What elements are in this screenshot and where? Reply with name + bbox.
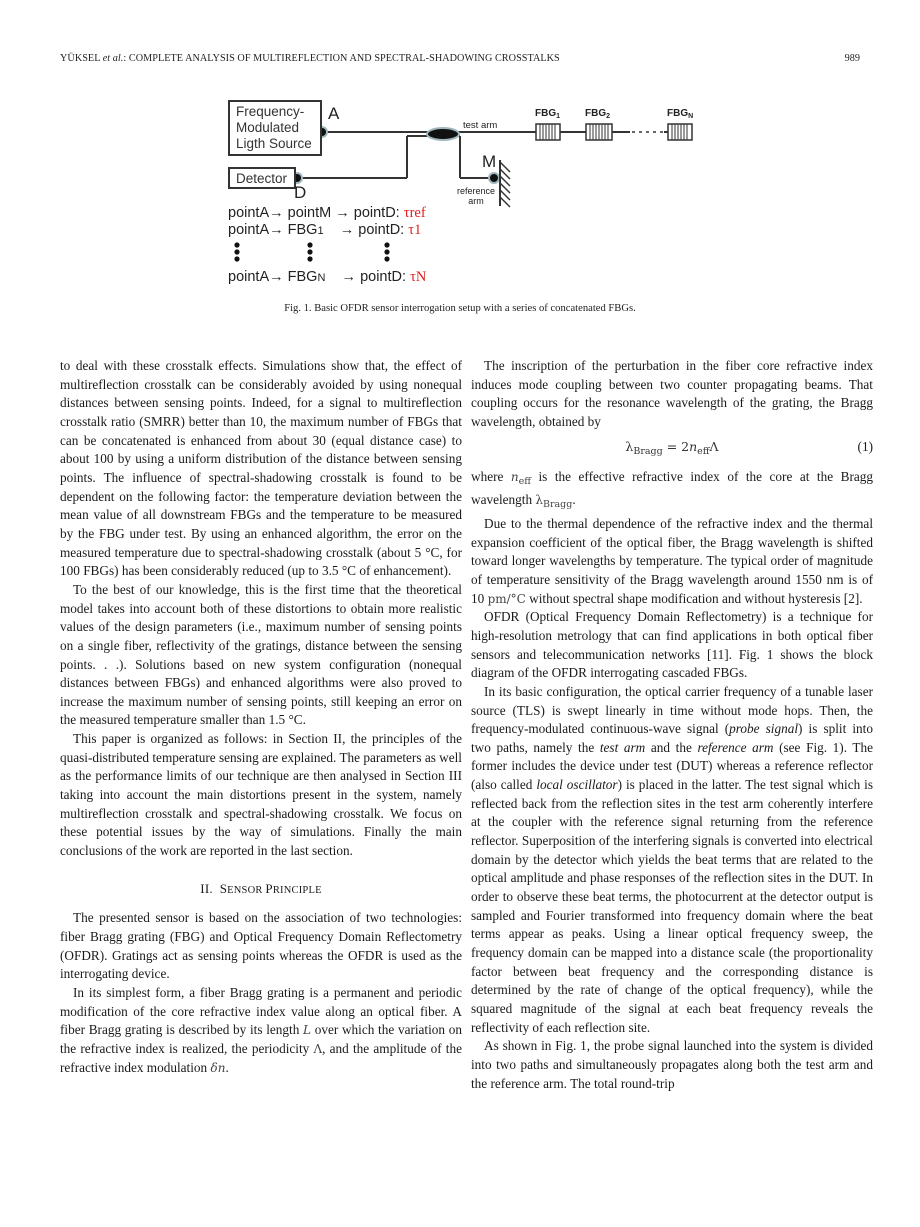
mirror-icon	[500, 160, 510, 207]
arrow-icon: →	[269, 205, 284, 221]
text-run: ) is placed in the latter. The test signal which is reflected back from the reflection sites in the test arm coherently interfere at the coupler with the reference signal returning from the reference reflector. Superposition of the interfering signals is converted into electrical domain by the detector which yields the beat terms that are related to the optical amplitude and phase responses of the reflection sites in the DUT. In order to observe these beat terms, the photocurrent at the detector output is sampled and Fourier transformed into frequency domain where the beat terms appear as peaks. Using a linear optical frequency sweep, the frequency domain can be mapped into a distance scale (the proportionality factor between beat frequency and the corresponding distance is determined by the rate of change of the optical frequency), while the squared magnitude of the signal at each beat frequency reveals the reflectivity of each reflection site.	[471, 777, 874, 1035]
text-run: In its basic configuration, the optical carrier frequency of a tunable laser source (TLS) is swept linearly in time without mode hops. Then, the frequency-modulated continuous-wave signal (	[471, 683, 873, 737]
section-title-cap: P	[265, 880, 273, 896]
paragraph: The presented sensor is based on the association of two technologies: fiber Bragg grating (FBG) and Optical Frequency Domain Reflectometry (OFDR). Gratings act as sensing points whereas the OFDR is used as the interrogating device.	[60, 910, 462, 982]
math-unit: pm/°C	[487, 591, 526, 606]
fbgn-label	[667, 108, 693, 120]
header-title: : COMPLETE ANALYSIS OF MULTIREFLECTION AND SPECTRAL-SHADOWING CROSSTALKS	[123, 53, 560, 64]
point-m-label: M	[482, 152, 497, 171]
node-m-icon	[489, 173, 499, 183]
reference-arm-label-2: arm	[468, 196, 484, 206]
section-heading	[60, 880, 462, 901]
paragraph: The inscription of the perturbation in the fiber core refractive index induces mode coupling between two counter propagating beams. That coupling occurs for the resonance wavelength of the grating, the Bragg wavelength, obtained by	[471, 358, 873, 429]
header-authors: YÜKSEL	[60, 53, 101, 64]
detector-box: Detector	[228, 167, 296, 189]
source-line-1: Frequency-	[236, 104, 305, 119]
eq-n-sub: eff	[697, 445, 710, 457]
paragraph	[471, 468, 873, 515]
tau-ref-sub: ref	[409, 205, 426, 221]
left-column	[60, 357, 462, 1077]
arrow-icon: →	[341, 269, 357, 285]
math-lambda: λ	[535, 493, 543, 508]
eq-n: n	[689, 438, 698, 454]
fbgn-sub: N	[688, 113, 694, 120]
section-title-rest: ENSOR	[227, 884, 266, 896]
coupler-icon	[427, 128, 459, 140]
reference-arm-label-1: reference	[456, 186, 496, 196]
arrow-icon: →	[269, 269, 284, 285]
header-et-al: et al.	[102, 53, 124, 64]
path-row-n	[228, 269, 426, 286]
path-r2-a: pointA	[228, 222, 270, 238]
fbg1-name: FBG	[535, 108, 557, 119]
path-r1-a: pointA	[228, 205, 270, 221]
path-r2-c: pointD:	[358, 222, 405, 238]
fbg2-label	[585, 108, 610, 120]
text-run: , and the amplitude of the refractive index modulation	[60, 1040, 462, 1075]
path-r3-b-sub: N	[317, 272, 326, 284]
fbg2-grating-icon	[586, 124, 612, 140]
arrow-icon: →	[269, 222, 284, 238]
text-run: is the effective refractive index of the core at the Bragg wavelength	[471, 468, 873, 508]
fbgn-name: FBG	[667, 108, 689, 119]
text-run: .	[572, 492, 576, 508]
text-run: In its simplest form, a fiber Bragg grating is a permanent and periodic modification of the core refractive index value along an optical fiber. A fiber Bragg grating is described by its length	[60, 985, 462, 1038]
paragraph: To the best of our knowledge, this is the first time that the theoretical model takes into account both of these distortions to obtain more realistic values of the design parameters (i.e., maximum number of sensing points on a single fiber, reflectivity of the gratings, distance between the sensing points. . .). Solutions based on new system configuration (nonequal distances between FBGs) and enhanced algorithms were also proved to increase the maximum number of sensing points, still keeping an error on the measured temperature smaller than 1.5 °C.	[60, 581, 462, 728]
arrow-icon: →	[335, 205, 350, 221]
eq-lambda: λ	[625, 438, 634, 454]
text-run: (see Fig. 1). The former includes the device under test (DUT) whereas a reference reflector (also called	[471, 739, 874, 793]
equation-1	[471, 438, 873, 458]
source-line-3: Ligth Source	[236, 136, 312, 151]
equation-number: (1)	[857, 438, 873, 454]
italic-run: test arm	[599, 739, 646, 755]
italic-run: local oscillator	[536, 777, 618, 793]
fbgn-grating-icon	[668, 124, 692, 140]
text-run: ) is split into two paths, namely the	[471, 721, 873, 755]
tau-1-sub: 1	[414, 222, 422, 238]
paragraph	[471, 683, 873, 1037]
page-number: 989	[844, 53, 860, 64]
tau-symbol: τ	[408, 222, 415, 238]
ellipsis-dots-icon	[234, 242, 389, 261]
fbg2-sub: 2	[606, 113, 611, 120]
path-r3-b: FBG	[287, 269, 318, 285]
math-lambda: Λ	[313, 1041, 323, 1056]
math-L: L	[303, 1023, 312, 1038]
light-source-box	[228, 100, 322, 156]
italic-run: probe signal	[729, 721, 799, 737]
eq-op: = 2	[662, 438, 690, 454]
path-r2-b-sub: 1	[317, 225, 324, 237]
tau-symbol: τ	[403, 205, 410, 221]
text-run: and the	[645, 739, 698, 755]
figure-caption: Fig. 1. Basic OFDR sensor interrogation setup with a series of concatenated FBGs.	[284, 303, 636, 314]
italic-run: reference arm	[697, 739, 774, 755]
section-title-rest: RINCIPLE	[272, 884, 322, 896]
math-n-sub: eff	[518, 475, 531, 487]
right-column	[471, 357, 873, 1093]
text-run: without spectral shape modification and without hysteresis [2].	[525, 590, 863, 606]
math-n: n	[510, 469, 519, 484]
path-r2-b: FBG	[287, 222, 318, 238]
section-number: II.	[200, 880, 213, 896]
paragraph: to deal with these crosstalk effects. Simulations show that, the effect of multireflection crosstalk can be considerably avoided by using nonequal distances between sensing points. Indeed, for a signal to multireflection crosstalk ratio (SMRR) better than 10, the maximum number of FBGs that can be concatenated is enhanced from about 30 (equal distance case) to about 100 by using a uniform distribution of the distance between sensing points. The influence of spectral-shadowing crosstalk is found to be dependent on the following factor: the temperature deviation between the mean value of all downstream FBGs and the temperature to be measured by the FBG under test. By using an enhanced algorithm, the error on the measured temperature due to spectral-shadowing crosstalk (about 5 °C, for 100 FBGs) has been considerably reduced (up to 3.5 °C of enhancement).	[60, 358, 462, 579]
tau-n-sub: N	[415, 269, 427, 285]
paragraph: As shown in Fig. 1, the probe signal launched into the system is divided into two paths and simultaneously propagates along both the test arm and the reference arm. The total round-trip	[471, 1038, 873, 1091]
paragraph: OFDR (Optical Frequency Domain Reflectometry) is a technique for high-resolution metrology that can find applications in both optical fiber sensors and telecommunication networks [11]. Fig. 1 shows the block diagram of the OFDR interrogating cascaded FBGs.	[471, 609, 873, 681]
path-row-ref	[228, 205, 426, 222]
path-r1-c: pointD:	[353, 205, 400, 221]
eq-Lambda: Λ	[709, 438, 719, 454]
text-run: where	[471, 468, 511, 484]
fbg1-grating-icon	[536, 124, 560, 140]
running-header	[60, 53, 860, 67]
arrow-icon: →	[339, 222, 355, 238]
text-run: over which the variation on the refractive index is realized, the periodicity	[60, 1022, 462, 1056]
paragraph	[60, 984, 462, 1077]
test-arm-label: test arm	[463, 120, 498, 131]
fbg2-name: FBG	[585, 108, 607, 119]
text-run: .	[225, 1059, 229, 1075]
path-row-1	[228, 222, 421, 239]
figure-1-ofdr-diagram	[222, 96, 702, 286]
math-delta-n: δn	[210, 1060, 226, 1075]
source-line-2: Modulated	[236, 120, 300, 135]
path-r3-c: pointD:	[360, 269, 407, 285]
point-d-label: D	[294, 183, 307, 202]
path-r1-b: pointM	[287, 205, 332, 221]
paragraph: This paper is organized as follows: in Section II, the principles of the quasi-distributed temperature sensing are explained. The parameters as well as the performance limits of our technique are then analysed in Section III taking into account the main distortions present in the system, namely multireflection crosstalk and spectral-shadowing crosstalk. We focus on these potential issues by the way of simulations. Finally the main conclusions of the work are reported in the last section.	[60, 731, 462, 859]
paragraph	[471, 515, 873, 608]
fbg1-label	[535, 108, 560, 120]
math-lambda-sub: Bragg	[543, 499, 573, 511]
tau-symbol: τ	[410, 269, 416, 285]
section-title-cap: S	[219, 880, 228, 896]
path-r3-a: pointA	[228, 269, 270, 285]
eq-lambda-sub: Bragg	[633, 445, 663, 457]
text-run: Due to the thermal dependence of the refractive index and the thermal expansion coefficient of the optical fiber, the Bragg wavelength is shifted toward longer wavelengths by temperature. The typical order of magnitude of temperature sensitivity of the Bragg wavelength around 1550 nm is of 10	[471, 515, 873, 606]
fbg1-sub: 1	[556, 113, 561, 120]
running-title	[60, 53, 560, 64]
point-a-label: A	[328, 104, 340, 123]
reference-arm-label	[454, 186, 498, 206]
